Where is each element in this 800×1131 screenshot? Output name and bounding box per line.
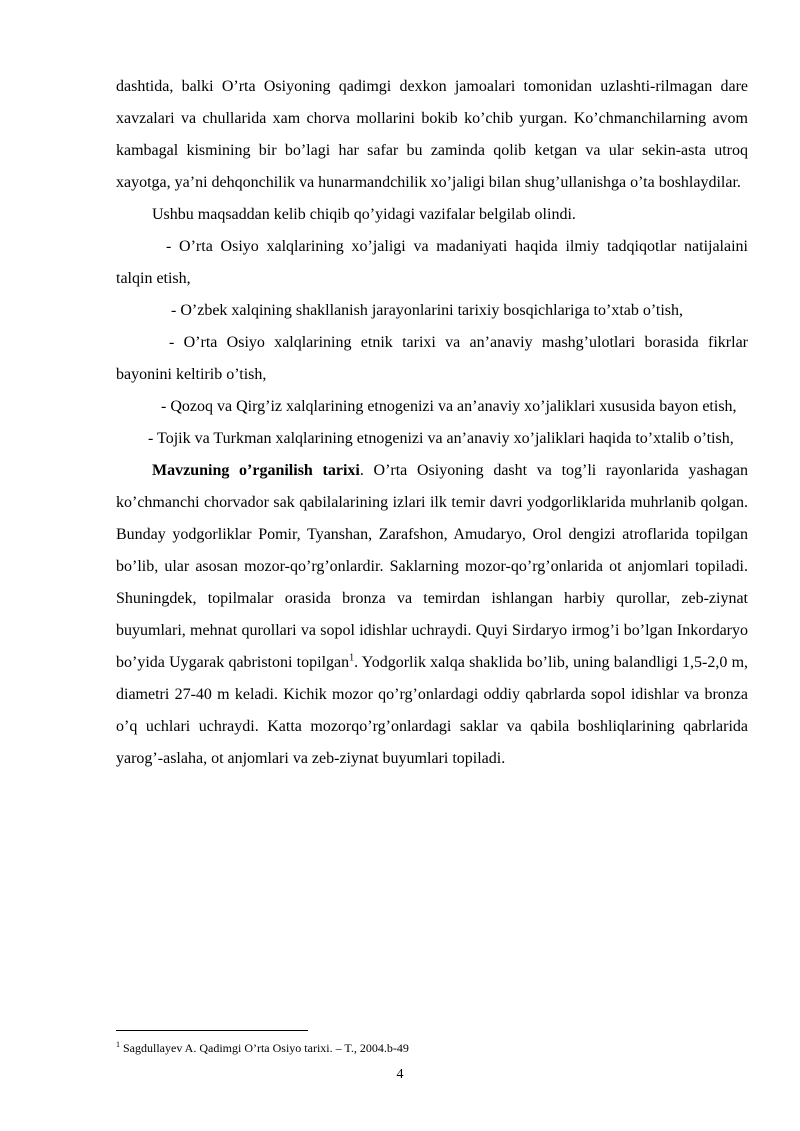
history-text-1: . O’rta Osiyoning dasht va tog’li rayonlarida yashagan ko’chmanchi chorvador sak qabilalarining izlari ilk temir davri yodgorliklarida muhrlanib qolgan. Bunday yodgorliklar Pomir, Tyanshan, Zarafshon, Amudaryo, Orol dengizi atroflarida topilgan bo’lib, ular asosan mozor-qo’rg’onlardir. Saklarning mozor-qo’rg’onlarida ot anjomlari topiladi. Shuningdek, topilmalar orasida bronza va temirdan ishlangan harbiy qurollar, zeb-ziynat buyumlari, mehnat qurollari va sopol idishlar uchraydi. Quyi Sirdaryo irmog’i bo’lgan Inkordaryo bo’yida Uygarak qabristoni topilgan xyxy=(116,462,748,671)
history-text-2: . Yodgorlik xalqa shaklida bo’lib, uning balandligi 1,5-2,0 m, diametri 27-40 m keladi. Kichik mozor qo’rg’onlardagi oddiy qabrlarda sopol idishlar va bronza o’q uchlari uchraydi. Katta mozorqo’rg’onlardagi saklar va qabila boshliqlarining qabrlarida yarog’-aslaha, ot anjomlari va zeb-ziynat buyumlari topiladi. xyxy=(116,654,749,767)
page-number: 4 xyxy=(396,1067,404,1082)
footnote-reference[interactable]: 1 xyxy=(349,652,355,664)
task-item-5: - Tojik va Turkman xalqlarining etnogenizi va an’anaviy xo’jaliklari haqida to’xtalib o’tish, xyxy=(148,430,734,447)
page-body xyxy=(116,71,748,775)
footnote-divider xyxy=(116,1030,308,1031)
task-item-4: - Qozoq va Qirg’iz xalqlarining etnogenizi va an’anaviy xo’jaliklari xususida bayon etish, xyxy=(161,398,737,415)
intro-paragraph: dashtida, balki O’rta Osiyoning qadimgi dexkon jamoalari tomonidan uzlashti-rilmagan dare xavzalari va chullarida xam chorva mollarini bokib ko’chib yurgan. Ko’chmanchilarning avom kambagal kismining bir bo’lagi har safar bu zaminda qolib ketgan va ular sekin-asta utroq xayotga, ya’ni dehqonchilik va hunarmandchilik xo’jaligi bilan shug’ullanishga o’ta boshlaydilar. xyxy=(116,78,748,191)
task-item-1: - O’rta Osiyo xalqlarining xo’jaligi va madaniyati haqida ilmiy tadqiqotlar natijalaini talqin etish, xyxy=(116,238,748,287)
history-heading: Mavzuning o’rganilish tarixi xyxy=(152,462,360,479)
footnote-marker: 1 xyxy=(116,1040,120,1049)
goal-paragraph: Ushbu maqsaddan kelib chiqib qo’yidagi vazifalar belgilab olindi. xyxy=(152,206,576,223)
task-item-3: - O’rta Osiyo xalqlarining etnik tarixi va an’anaviy mashg’ulotlari borasida fikrlar bayonini keltirib o’tish, xyxy=(116,334,748,383)
footnote xyxy=(116,1041,748,1055)
task-item-2: - O’zbek xalqining shakllanish jarayonlarini tarixiy bosqichlariga to’xtab o’tish, xyxy=(171,302,684,319)
footnote-text: Sagdullayev A. Qadimgi O’rta Osiyo tarixi. – T., 2004.b-49 xyxy=(120,1041,409,1055)
history-paragraph xyxy=(116,455,748,775)
